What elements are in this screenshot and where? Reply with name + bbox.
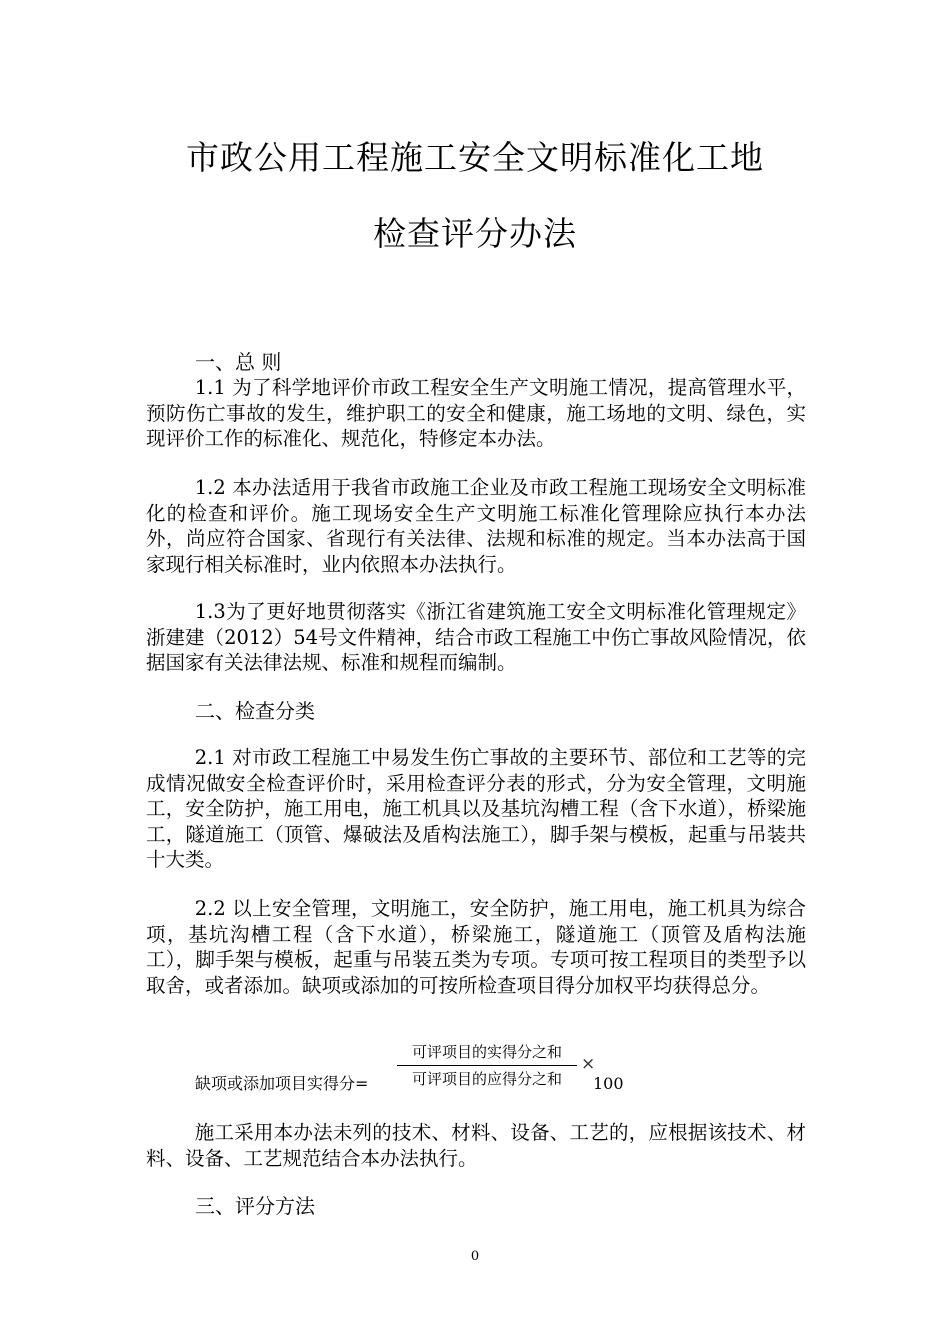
paragraph-2-2: 2.2 以上安全管理，文明施工，安全防护，施工用电，施工机具为综合项，基坑沟槽工程（含下水道），桥梁施工，隧道施工（顶管及盾构法施工），脚手架与模板，起重与吊装五类为专项。专项可按工程项目的类型予以取舍，或者添加。缺项或添加的可按所检查项目得分加权平均获得总分。 <box>146 897 806 997</box>
page-number: 0 <box>470 1249 480 1264</box>
formula-multiplier: 100 <box>593 1074 624 1093</box>
document-title-line-2: 检查评分办法 <box>373 214 577 253</box>
paragraph-1-1: 1.1 为了科学地评价市政工程安全生产文明施工情况，提高管理水平，预防伤亡事故的发生，维护职工的安全和健康，施工场地的文明、绿色，实现评价工作的标准化、规范化，特修定本办法。 <box>146 376 806 450</box>
multiply-sign: × <box>581 1054 596 1074</box>
section-1-heading: 一、总 则 <box>195 350 282 374</box>
document-title-line-1: 市政公用工程施工安全文明标准化工地 <box>186 138 764 177</box>
paragraph-1-3: 1.3为了更好地贯彻落实《浙江省建筑施工安全文明标准化管理规定》浙建建（2012）54号文件精神，结合市政工程施工中伤亡事故风险情况，依据国家有关法律法规、标准和规程而编制。 <box>146 600 806 674</box>
formula-numerator: 可评项目的实得分之和 <box>411 1043 562 1061</box>
section-2-heading: 二、检查分类 <box>195 699 315 723</box>
paragraph-1-2: 1.2 本办法适用于我省市政施工企业及市政工程施工现场安全文明标准化的检查和评价。施工现场安全生产文明施工标准化管理除应执行本办法外，尚应符合国家、省现行有关法律、法规和标准的规定。当本办法高于国家现行相关标准时，业内依照本办法执行。 <box>146 476 806 576</box>
score-formula <box>195 1040 695 1096</box>
formula-fraction <box>395 1040 579 1091</box>
formula-denominator: 可评项目的应得分之和 <box>411 1070 562 1088</box>
section-3-heading: 三、评分方法 <box>195 1194 315 1218</box>
paragraph-2-1: 2.1 对市政工程施工中易发生伤亡事故的主要环节、部位和工艺等的完成情况做安全检查评价时，采用检查评分表的形式，分为安全管理，文明施工，安全防护，施工用电，施工机具以及基坑沟槽工程（含下水道），桥梁施工，隧道施工（顶管、爆破法及盾构法施工），脚手架与模板，起重与吊装共十大类。 <box>146 746 806 871</box>
paragraph-2-3: 施工采用本办法未列的技术、材料、设备、工艺的，应根据该技术、材料、设备、工艺规范结合本办法执行。 <box>146 1121 806 1170</box>
fraction-bar <box>397 1065 577 1066</box>
formula-label: 缺项或添加项目实得分= <box>195 1074 369 1093</box>
